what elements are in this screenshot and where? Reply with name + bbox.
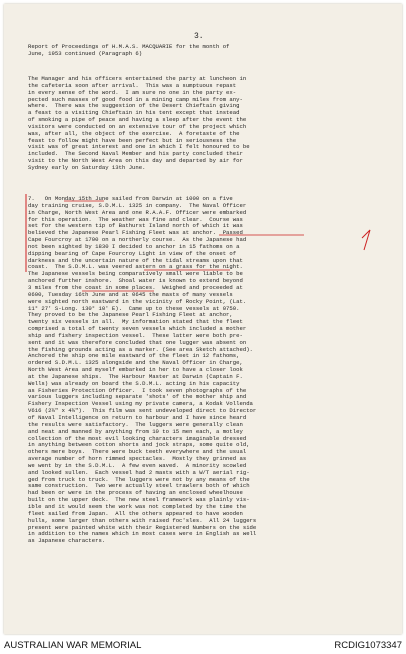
archive-name: AUSTRALIAN WAR MEMORIAL	[4, 640, 142, 651]
paragraph-luncheon: The Manager and his officers entertained the party at luncheon in the cafeteria soon after arrival. This was a sumptuous repast in every sense of the word. I am sure no one in the party ex- pected such masses of good food in a mining camp miles from any- where. There was the suggestion of the Desert Chieftain giving a feast to a visiting Chieftain in his tent except that instead of smoking a pipe of peace and having a sleep after the event the visitors were conducted on an extensive tour of the project which was, after all, the object of the exercise. A foretaste of the feast to follow might have been perfect but in seriousness the visit was of great interest and one in which I felt honoured to be included. The Second Naval Member and his party concluded their visit to the North West Area on this day and departed by air for Sydney early on Saturday 13th June.	[28, 75, 250, 171]
archive-footer	[0, 636, 406, 654]
red-pencil-annotations	[4, 4, 402, 634]
margin-check-mark	[362, 230, 370, 250]
document-page	[4, 4, 402, 634]
archive-id: RCDIG1073347	[334, 640, 402, 651]
report-heading: Report of Proceedings of H.M.A.S. MACQUARIE for the month of June, 1953 continued (Paragraph 6)	[28, 43, 230, 57]
page-number: 3.	[194, 32, 204, 41]
paragraph-training-cruise: 7. On Monday 15th June sailed from Darwin at 1000 on a five day training cruise, S.D.M.L. 1325 in company. The Naval Officer in Charge, North West Area and one R.A.A.F. Officer were embarked for this operation. The weather was fine and clear. Course was set for the western tip of Bathurst Island north of which it was believed the Japanese Pearl Fishing Fleet was at anchor. Passed Cape Fourcroy at 1700 on a northerly course. As the Japanese had not been sighted by 1830 I decided to anchor in 15 fathoms on a dipping bearing of Cape Fourcroy Light in view of the onset of darkness and the uncertain nature of the tidal streams upon that coast. The S.D.M.L. was veered astern on a grass for the night. The Japanese vessels being comparatively small were liable to be anchored further inshore. Shoal water is known to extend beyond 3 miles from the coast in some places. Weighed and proceeded at 0600, Tuesday 16th June and at 0645 the masts of many vessels were sighted north eastward in the vicinity of Rocky Point, (Lat. 11° 27' S-Long. 130° 10' E). Came up to these vessels at 0750. They proved to be the Japanese Pearl Fishing Fleet at anchor, twenty six vessels in all. My information stated that the fleet comprised a total of twenty seven vessels which included a mother ship and fishery inspection vessel. These latter were both pre- sent and it was therefore concluded that one lugger was absent on the fishing grounds acting as a marker. (See area Sketch attached). Anchored the ship one mile eastward of the fleet in 12 fathoms, ordered S.D.M.L. 1325 alongside and the Naval Officer in Charge, North West Area and myself embarked in her to have a closer look at the Japanese ships. The Harbour Master at Darwin (Captain F. Wells) was already on board the S.D.M.L. acting in his capacity as Fisheries Protection Officer. I took seven photographs of the various luggers including separate 'shots' of the mother ship and Fishery Inspection Vessel using my private camera, a Kodak Vollenda V616 (2¼" x 4¼"). This film was sent undeveloped direct to Director of Naval Intelligence on return to harbour and I have since heard the results were satisfactory. The luggers were generally clean and neat and manned by anything from 10 to 15 men each, a motley collection of the most evil looking characters imaginable dressed in anything between cotton shorts and jock straps, some quite old, others mere boys. There were buck teeth everywhere and the usual average number of horn rimmed spectacles. Mostly they grinned as we went by in the S.D.M.L. A few even waved. A minority scowled and looked sullen. Each vessel had 2 masts with a W/T aerial rig- ged from truck to truck. The luggers were not by any means of the same construction. Two were actually steel trawlers both of which had been or were in the process of having an enclosed wheelhouse built on the upper deck. The new steel framework was plainly vis- ible and it would seem the work was not completed by the time the fleet sailed from Japan. All the others appeared to have wooden hulls, some larger than others with raised foc'sles. All 24 luggers present were painted white with their Registered Numbers on the side in addition to the names which in most cases were in English as well as Japanese characters.	[28, 195, 257, 545]
